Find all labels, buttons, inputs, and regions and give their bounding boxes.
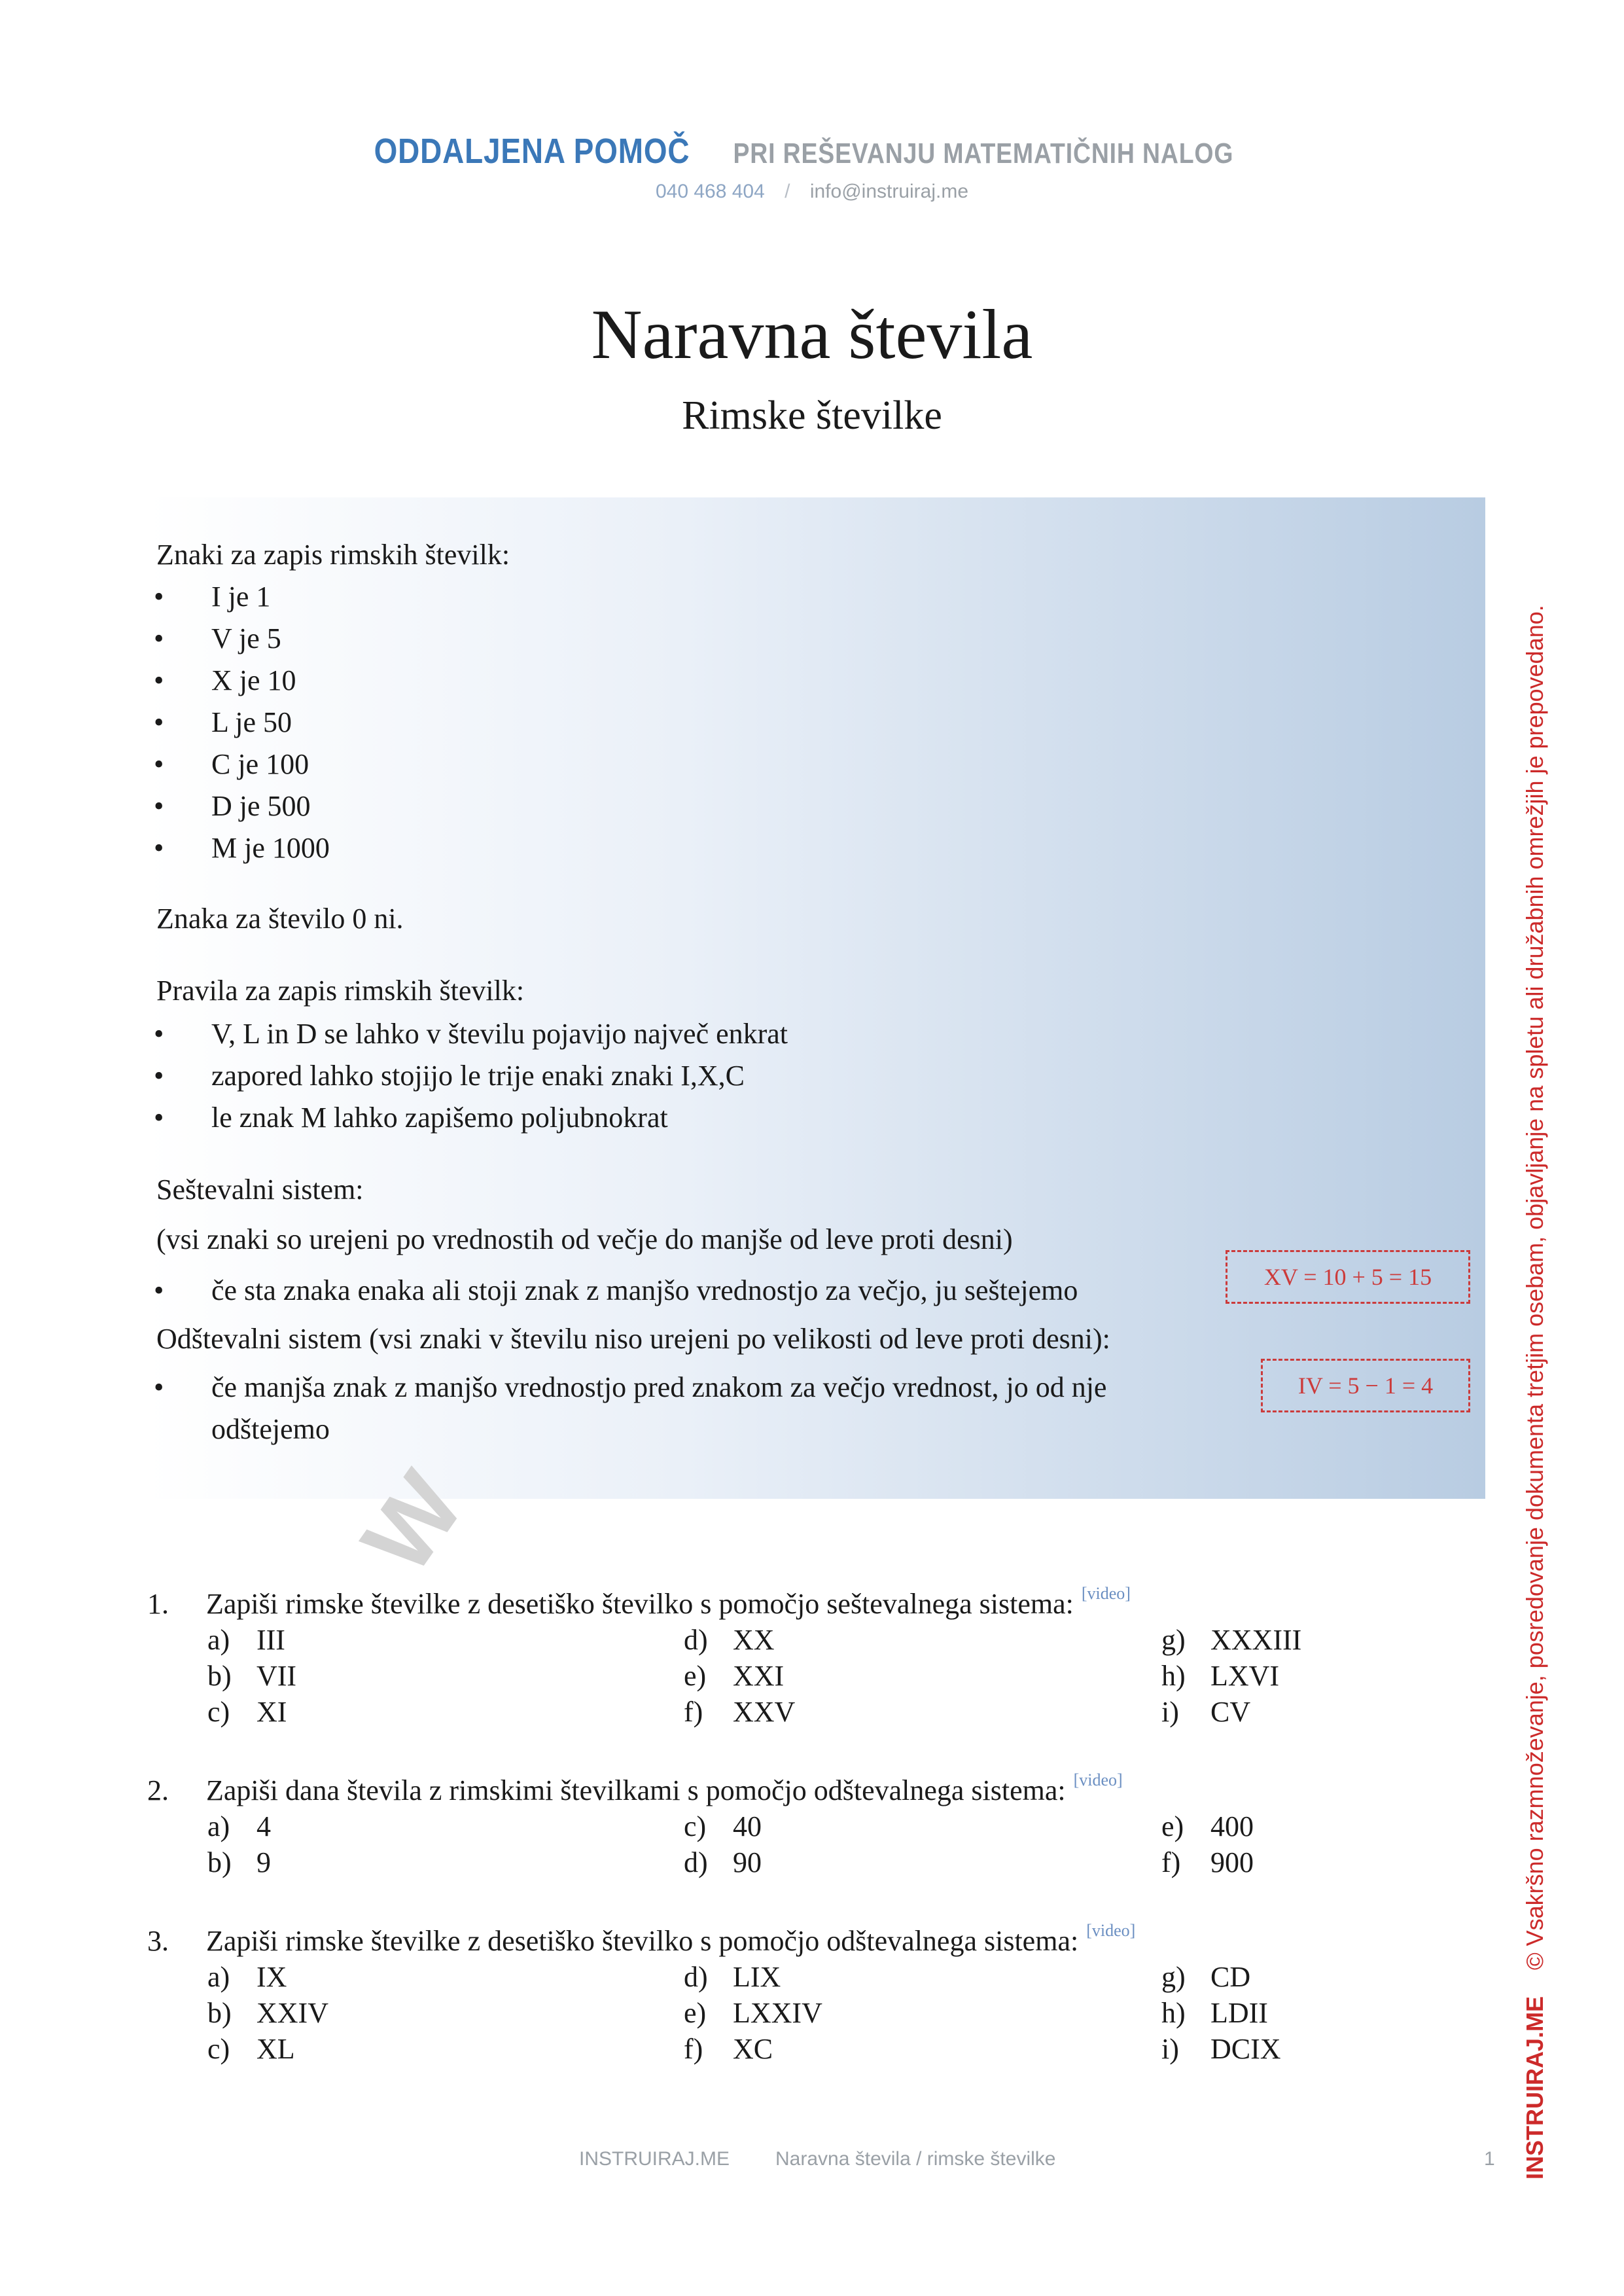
exercise-2: [147, 1770, 1495, 1878]
additive-note: (vsi znaki so urejeni po vrednostih od večje do manjše od leve proti desni): [156, 1223, 1013, 1255]
exercise-3: [147, 1921, 1495, 2065]
exercise-item: h) LDII: [1161, 1997, 1268, 2029]
footer-site: INSTRUIRAJ.ME: [579, 2148, 730, 2170]
list-item: • D je 500: [154, 790, 311, 822]
exercise-item: h) LXVI: [1161, 1660, 1280, 1692]
exercise-1: [147, 1584, 1495, 1728]
email-link[interactable]: info@instruiraj.me: [809, 181, 969, 202]
video-link[interactable]: [video]: [1086, 1921, 1136, 1940]
theory-box: [147, 497, 1485, 1499]
exercise-item: c) XL: [207, 2033, 295, 2065]
contact-line: [0, 181, 1624, 203]
exercise-item: f) XXV: [684, 1696, 796, 1728]
copyright-sidebar: [1521, 605, 1549, 2179]
watermark: W: [340, 1453, 484, 1592]
exercise-item: e) LXXIV: [684, 1997, 822, 2029]
exercise-item: f) XC: [684, 2033, 773, 2065]
exercise-item: g) CD: [1161, 1961, 1251, 1993]
exercise-question: 2. Zapiši dana števila z rimskimi številkami s pomočjo odštevalnega sistema: [video]: [147, 1770, 1123, 1806]
video-link[interactable]: [video]: [1073, 1770, 1123, 1789]
list-item: • I je 1: [154, 581, 271, 613]
exercise-item: b) XXIV: [207, 1997, 328, 2029]
exercise-item: b) 9: [207, 1846, 271, 1878]
brand-main: ODDALJENA POMOČ: [374, 132, 690, 171]
page-subtitle: Rimske številke: [682, 393, 942, 438]
subtractive-heading: Odštevalni sistem (vsi znaki v številu niso urejeni po velikosti od leve proti desni):: [156, 1323, 1110, 1355]
list-item: • L je 50: [154, 706, 292, 738]
list-item: • X je 10: [154, 664, 296, 696]
list-item: • če sta znaka enaka ali stoji znak z manjšo vrednostjo za večjo, ju seštejemo: [154, 1274, 1078, 1306]
page-title: Naravna števila: [591, 296, 1033, 374]
exercise-item: e) 400: [1161, 1810, 1254, 1842]
exercise-item: i) DCIX: [1161, 2033, 1281, 2065]
list-item: • C je 100: [154, 748, 309, 780]
exercise-item: f) 900: [1161, 1846, 1254, 1878]
exercise-item: c) XI: [207, 1696, 287, 1728]
exercise-question: 1. Zapiši rimske številke z desetiško številko s pomočjo seštevalnega sistema: [video]: [147, 1584, 1131, 1620]
additive-example: XV = 10 + 5 = 15: [1226, 1250, 1470, 1304]
brand-line: [0, 131, 1624, 171]
exercise-item: d) XX: [684, 1624, 775, 1656]
exercise-item: d) LIX: [684, 1961, 781, 1993]
sidebar-brand: INSTRUIRAJ.ME: [1521, 1996, 1548, 2179]
exercise-item: b) VII: [207, 1660, 297, 1692]
exercise-item: a) IX: [207, 1961, 287, 1993]
list-item: • V je 5: [154, 622, 281, 655]
exercise-item: e) XXI: [684, 1660, 785, 1692]
video-link[interactable]: [video]: [1081, 1584, 1131, 1603]
exercise-item: i) CV: [1161, 1696, 1251, 1728]
rules-heading: Pravila za zapis rimskih številk:: [156, 975, 525, 1007]
phone-number: 040 468 404: [655, 181, 765, 202]
footer-doc-title: Naravna števila / rimske številke: [775, 2148, 1056, 2170]
subtractive-example: IV = 5 − 1 = 4: [1261, 1359, 1470, 1412]
list-item: • če manjša znak z manjšo vrednostjo pred znakom za večjo vrednost, jo od nje: [154, 1371, 1107, 1403]
list-item: • le znak M lahko zapišemo poljubnokrat: [154, 1102, 668, 1134]
contact-separator: /: [785, 181, 790, 202]
symbols-heading: Znaki za zapis rimskih številk:: [156, 539, 510, 571]
exercise-question: 3. Zapiši rimske številke z desetiško številko s pomočjo odštevalnega sistema: [video]: [147, 1921, 1136, 1957]
page-number: 1: [1484, 2148, 1495, 2170]
exercise-item: d) 90: [684, 1846, 762, 1878]
page-header: [0, 131, 1624, 203]
exercise-item: a) III: [207, 1624, 285, 1656]
subtractive-rule-continuation: odštejemo: [211, 1413, 330, 1445]
list-item: • V, L in D se lahko v številu pojavijo največ enkrat: [154, 1018, 788, 1050]
exercise-item: a) 4: [207, 1810, 271, 1842]
sidebar-notice: © Vsakršno razmnoževanje, posredovanje dokumenta tretjim osebam, objavljanje na spletu ali družabnih omrežjih je prepovedano.: [1521, 605, 1548, 1970]
additive-heading: Seštevalni sistem:: [156, 1174, 364, 1206]
zero-note: Znaka za število 0 ni.: [156, 903, 404, 935]
list-item: • zapored lahko stojijo le trije enaki znaki I,X,C: [154, 1060, 745, 1092]
exercise-item: g) XXXIII: [1161, 1624, 1302, 1656]
brand-sub: PRI REŠEVANJU MATEMATIČNIH NALOG: [733, 137, 1234, 170]
exercise-item: c) 40: [684, 1810, 762, 1842]
list-item: • M je 1000: [154, 832, 330, 864]
